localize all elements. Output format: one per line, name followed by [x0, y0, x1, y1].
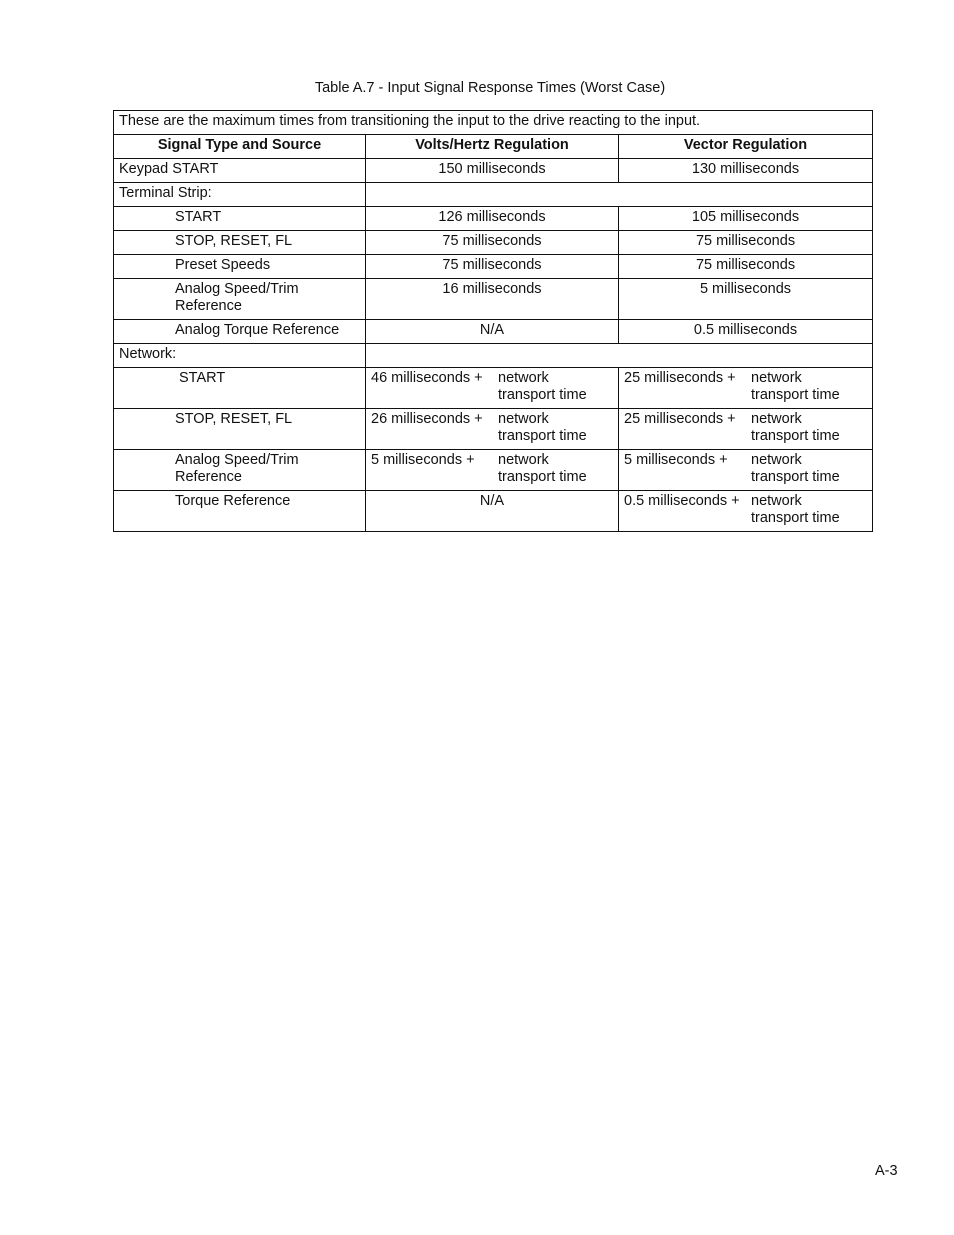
table-row [114, 450, 873, 491]
table-row [114, 409, 873, 450]
header-vector: Vector Regulation [619, 135, 873, 159]
vector-cell: 25 milliseconds + network transport time [619, 409, 873, 450]
vhz-cell: 46 milliseconds + network transport time [366, 368, 619, 409]
section-row [114, 344, 873, 368]
vector-cell: 75 milliseconds [619, 255, 873, 279]
page-number: A-3 [875, 1163, 898, 1179]
row-label-line: Reference [175, 469, 242, 485]
vhz-cell: 26 milliseconds + network transport time [366, 409, 619, 450]
row-label: START [114, 368, 366, 409]
vhz-cell: N/A [366, 491, 619, 532]
table-row [114, 368, 873, 409]
table-row [114, 255, 873, 279]
vhz-cell: N/A [366, 320, 619, 344]
table-caption: Table A.7 - Input Signal Response Times (Worst Case) [314, 80, 666, 96]
header-source: Signal Type and Source [114, 135, 366, 159]
vhz-cell: 75 milliseconds [366, 231, 619, 255]
table-row [114, 159, 873, 183]
row-label: Analog Torque Reference [114, 320, 366, 344]
section-row [114, 183, 873, 207]
vhz-cell: 150 milliseconds [366, 159, 619, 183]
row-label: Keypad START [114, 159, 366, 183]
vhz-cell: 75 milliseconds [366, 255, 619, 279]
row-label-line: Analog Speed/Trim [175, 452, 299, 468]
intro-text: These are the maximum times from transitioning the input to the drive reacting to the input. [114, 111, 873, 135]
response-times-table [113, 110, 873, 532]
vhz-cell: 5 milliseconds + network transport time [366, 450, 619, 491]
row-label [114, 279, 366, 320]
section-label: Network: [114, 344, 366, 368]
vector-cell: 5 milliseconds + network transport time [619, 450, 873, 491]
vector-cell: 25 milliseconds + network transport time [619, 368, 873, 409]
header-vhz: Volts/Hertz Regulation [366, 135, 619, 159]
table-row [114, 491, 873, 532]
vhz-cell: 16 milliseconds [366, 279, 619, 320]
row-label: Preset Speeds [114, 255, 366, 279]
section-label: Terminal Strip: [114, 183, 366, 207]
row-label: STOP, RESET, FL [114, 231, 366, 255]
vector-cell: 75 milliseconds [619, 231, 873, 255]
row-label: STOP, RESET, FL [114, 409, 366, 450]
row-label: START [114, 207, 366, 231]
header-row [114, 135, 873, 159]
table-row [114, 279, 873, 320]
row-label-line: Reference [175, 298, 242, 314]
vector-cell: 0.5 milliseconds + network transport time [619, 491, 873, 532]
vector-cell: 130 milliseconds [619, 159, 873, 183]
vhz-cell: 126 milliseconds [366, 207, 619, 231]
row-label [114, 450, 366, 491]
table-row [114, 231, 873, 255]
intro-row [114, 111, 873, 135]
vector-cell: 0.5 milliseconds [619, 320, 873, 344]
row-label-line: Analog Speed/Trim [175, 281, 299, 297]
vector-cell: 5 milliseconds [619, 279, 873, 320]
row-label: Torque Reference [114, 491, 366, 532]
vector-cell: 105 milliseconds [619, 207, 873, 231]
table-row [114, 320, 873, 344]
table-row [114, 207, 873, 231]
